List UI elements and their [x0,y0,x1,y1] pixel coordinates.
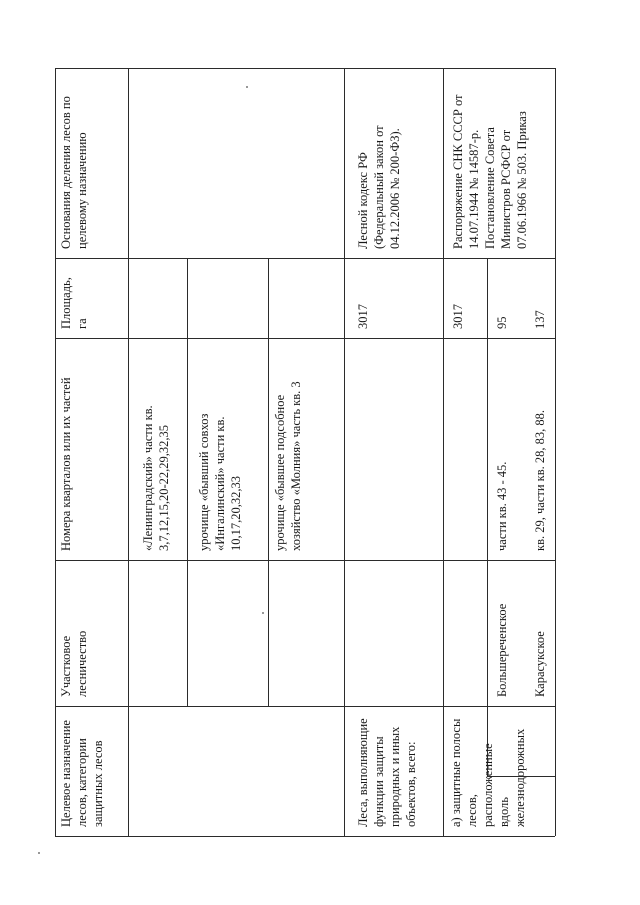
row6-forestry: Большереченское [495,603,509,697]
header-forestry: Участковое лесничество [59,630,89,697]
col-sep-3 [55,560,555,561]
row7-area: 137 [533,310,547,329]
row6-area: 95 [495,316,509,329]
row7-quarters: кв. 29, части кв. 28, 83, 88. [533,410,547,551]
header-area: Площадь, га [59,277,89,329]
row3-quarters: урочище «бывшее подсобное хозяйство «Молния» часть кв. 3 [273,381,303,551]
row-sep-1 [128,68,129,836]
row4-purpose: Леса, выполняющие функции защиты природных и иных объектов, всего: [356,718,418,827]
table-border-top [55,68,555,69]
row5-basis: Распоряжение СНК СССР от 14.07.1944 № 14587-р. Постановление Совета Министров РСФСР от 07.06.1966 № 503. Приказ [451,94,529,249]
scan-speck [262,612,264,614]
table-border-bottom [55,836,555,837]
row7-forestry: Карасукское [533,631,547,697]
col-sep-1 [55,258,555,259]
row4-basis: Лесной кодекс РФ (Федеральный закон от 04.12.2006 № 200-ФЗ). [356,125,402,249]
row2-quarters: урочище «бывший совхоз «Ингалинский» части кв. 10,17,20,32,33 [197,413,243,551]
table-border-right [555,68,556,836]
row-sep-5 [443,68,444,836]
row-sep-6 [487,258,488,776]
header-quarters: Номера кварталов или их частей [59,377,73,551]
header-purpose: Целевое назначение лесов, категории защитных лесов [59,720,105,827]
row-sep-4 [344,68,345,836]
row1-quarters: «Ленинградский» части кв. 3,7,12,15,20-22,29,32,35 [141,405,171,551]
table-border-left [55,68,56,836]
row-sep-3 [268,258,269,706]
col-sep-4 [55,706,555,707]
col-sep-2 [55,338,555,339]
row4-area: 3017 [356,304,370,329]
row-sep-2 [187,258,188,706]
row5-purpose: а) защитные полосы лесов, расположенные вдоль железнодорожных [449,718,527,827]
scan-speck [38,852,40,854]
row5-area: 3017 [451,304,465,329]
header-basis: Основания деления лесов по целевому назначению [59,96,89,249]
row6-quarters: части кв. 43 - 45. [495,461,509,551]
scan-speck [246,86,248,88]
